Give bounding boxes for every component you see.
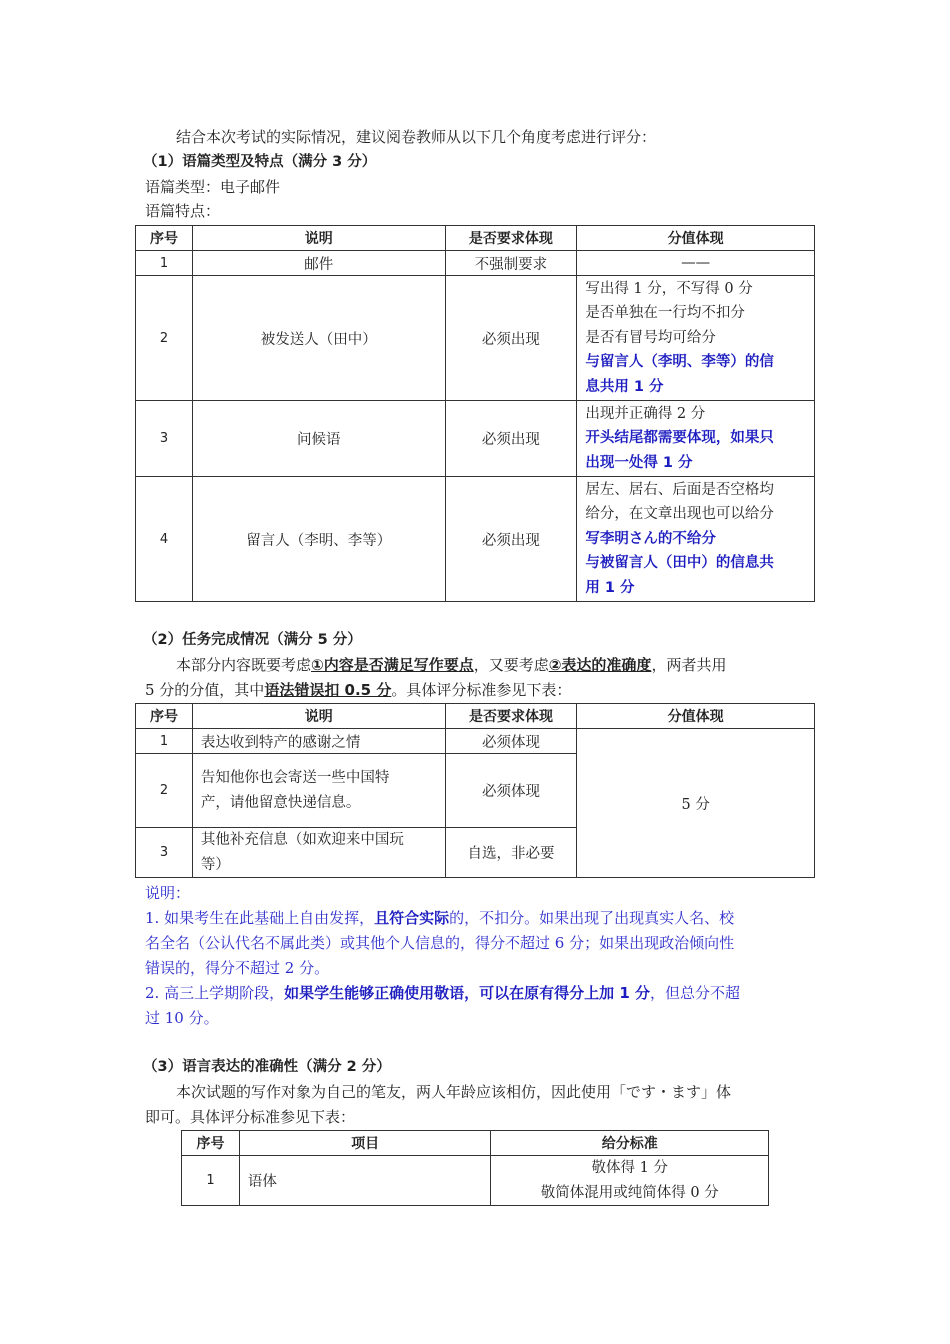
row-description: 留言人（李明、李等） [192,477,445,602]
row-number: 4 [136,477,193,602]
note-text: ，但总分不超 [649,984,740,1002]
row-number: 2 [136,276,193,401]
standard-line: 敬体得 1 分 [591,1160,668,1176]
row-requirement: 必须体现 [445,729,577,754]
row-requirement: 必须出现 [445,477,577,602]
row-number: 2 [136,754,193,828]
score-note: 息共用 1 分 [585,378,664,395]
header-cell: 给分标准 [491,1131,769,1156]
description-line: 其他补充信息（如欢迎来中国玩 [200,832,404,848]
description-line: 等） [200,856,230,873]
note2-line1 [145,981,740,1006]
table-row [136,729,815,754]
section3-paragraph-line2: 即可。具体评分标准参见下表： [145,1108,356,1126]
row-description [192,754,445,828]
note1-line2: 名全名（公认代名不属此类）或其他个人信息的，得分不超过 6 分；如果出现政治倾向性 [145,934,735,952]
row-number: 1 [182,1156,240,1206]
score-note: 用 1 分 [585,579,635,596]
row-score [577,276,815,401]
score-line: 居左、居右、后面是否空格均 [585,481,774,498]
section2-paragraph-line1 [176,653,726,678]
row-description: 表达收到特产的感谢之情 [192,729,445,754]
row-score [577,401,815,477]
row-description: 被发送人（田中） [192,276,445,401]
header-cell: 分值体现 [577,226,815,251]
table-header-row [136,704,815,729]
score-line: 出现并正确得 2 分 [585,405,706,422]
note-text: 1. 如果考生在此基础上自由发挥， [145,909,375,927]
row-requirement: 自选，非必要 [445,828,577,878]
header-cell: 序号 [136,704,193,729]
note-label: 说明： [145,884,191,902]
paragraph-text: 5 分的分值，其中 [145,681,265,699]
score-line: 是否单独在一行均不扣分 [585,305,745,322]
score-note: 与被留言人（田中）的信息共 [585,555,774,572]
header-cell: 分值体现 [577,704,815,729]
paragraph-text: ，又要考虑 [473,656,549,674]
note-text: 2. 高三上学期阶段， [145,984,285,1002]
note1-line3: 错误的，得分不超过 2 分。 [145,959,330,977]
shared-score: 5 分 [577,729,815,878]
table-row [136,401,815,477]
note-emphasis: 且符合实际 [374,909,450,927]
row-score: —— [577,251,815,276]
table-row [182,1156,769,1206]
row-requirement: 必须体现 [445,754,577,828]
note-text: 的，不扣分。如果出现了出现真实人名、校 [449,909,735,927]
row-description [192,828,445,878]
score-note: 开头结尾都需要体现，如果只 [585,430,774,447]
table-row [136,251,815,276]
header-cell: 项目 [239,1131,491,1156]
row-number: 3 [136,828,193,878]
row-requirement: 必须出现 [445,401,577,477]
header-cell: 是否要求体现 [445,226,577,251]
header-cell: 序号 [182,1131,240,1156]
score-line: 是否有冒号均可给分 [585,329,716,346]
row-requirement: 必须出现 [445,276,577,401]
section3-heading: （3）语言表达的准确性（满分 2 分） [143,1059,391,1075]
paragraph-text: ，两者共用 [651,656,727,674]
header-cell: 说明 [192,226,445,251]
header-cell: 序号 [136,226,193,251]
row-number: 1 [136,729,193,754]
row-standard [491,1156,769,1206]
paragraph-text: 。具体评分标准参见下表： [391,681,572,699]
note1-line1 [145,906,734,931]
paragraph-text: 本部分内容既要考虑 [176,656,312,674]
section1-type-line: 语篇类型：电子邮件 [145,178,281,196]
row-number: 1 [136,251,193,276]
note-emphasis: 如果学生能够正确使用敬语，可以在原有得分上加 1 分 [284,984,650,1002]
row-number: 3 [136,401,193,477]
section1-table [135,225,815,602]
intro-text: 结合本次考试的实际情况，建议阅卷教师从以下几个角度考虑进行评分： [176,128,657,146]
row-requirement: 不强制要求 [445,251,577,276]
row-score [577,477,815,602]
row-description: 邮件 [192,251,445,276]
table-row [136,276,815,401]
section3-table [181,1130,769,1206]
header-cell: 说明 [192,704,445,729]
row-item: 语体 [239,1156,491,1206]
note2-line2: 过 10 分。 [145,1009,219,1027]
score-note: 与留言人（李明、李等）的信 [585,354,774,371]
table-header-row [182,1131,769,1156]
table-header-row [136,226,815,251]
header-cell: 是否要求体现 [445,704,577,729]
underlined-point: ①内容是否满足写作要点 [311,656,474,674]
section2-table [135,703,815,878]
description-line: 告知他你也会寄送一些中国特 [200,770,390,786]
section2-heading: （2）任务完成情况（满分 5 分） [143,632,362,648]
score-note: 出现一处得 1 分 [585,454,693,471]
underlined-rule: 语法错误扣 0.5 分 [264,681,392,699]
score-note: 写李明さん的不给分 [585,530,716,547]
section1-features-label: 语篇特点： [145,202,221,220]
score-line: 写出得 1 分，不写得 0 分 [585,280,753,297]
score-line: 给分，在文章出现也可以给分 [585,506,774,523]
section3-paragraph-line1: 本次试题的写作对象为自己的笔友，两人年龄应该相仿，因此使用「です・ます」体 [176,1083,732,1101]
row-description: 问候语 [192,401,445,477]
standard-line: 敬简体混用或纯简体得 0 分 [540,1184,719,1201]
section1-heading: （1）语篇类型及特点（满分 3 分） [143,154,377,170]
underlined-point: ②表达的准确度 [548,656,652,674]
description-line: 产，请他留意快递信息。 [200,794,361,811]
table-row [136,477,815,602]
section2-paragraph-line2 [145,678,571,703]
